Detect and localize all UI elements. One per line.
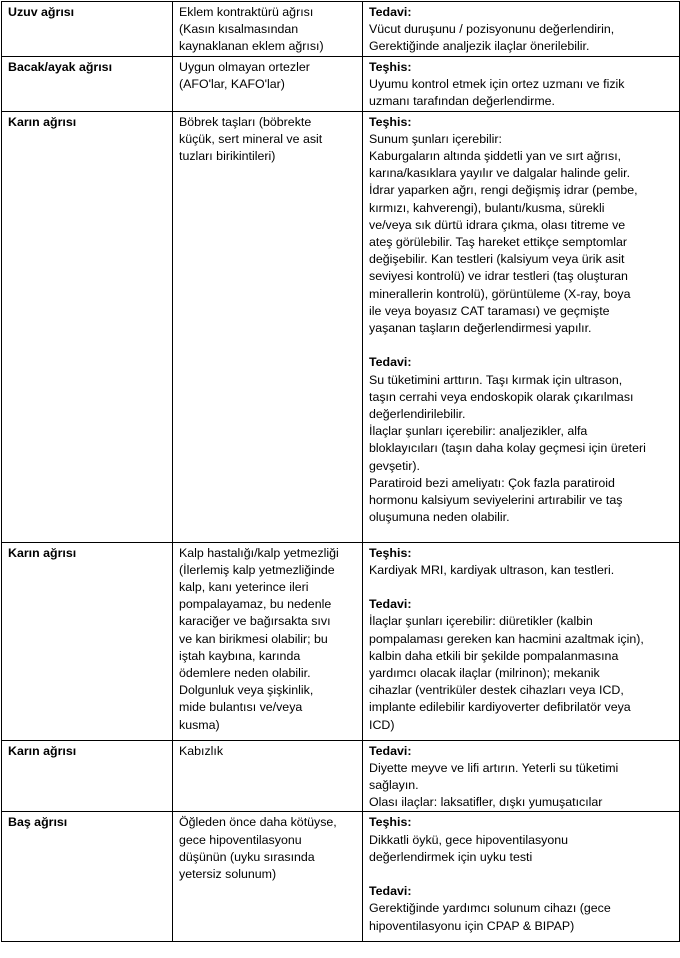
management-cell [363,542,680,740]
table-row [2,740,680,812]
management-cell [363,2,680,57]
treatment-label: Tedavi: [369,743,412,758]
symptom-cell: Karın ağrısı [2,111,173,542]
management-cell [363,111,680,542]
treatment-label: Tedavi: [369,355,412,370]
cause-text: Uygun olmayan ortezler (AFO'lar, KAFO'lar) [179,59,310,91]
management-cell [363,56,680,111]
symptom-cell: Uzuv ağrısı [2,2,173,57]
cause-cell [173,542,363,740]
diagnosis-text: Dikkatli öykü, gece hipoventilasyonu değerlendirmek için uyku testi [369,832,569,864]
table-row [2,111,680,542]
diagnosis-label: Teşhis: [369,59,412,74]
treatment-label: Tedavi: [369,5,412,19]
diagnosis-label: Teşhis: [369,545,412,560]
treatment-label: Tedavi: [369,597,412,612]
table-row [2,542,680,740]
symptom-cell: Baş ağrısı [2,812,173,942]
symptom-cell: Karın ağrısı [2,542,173,740]
diagnosis-label: Teşhis: [369,114,412,129]
cause-cell [173,740,363,812]
treatment-text: Su tüketimini arttırın. Taşı kırmak için ultrason, taşın cerrahi veya endoskopik olarak çıkarılması değerlendirilebilir. İlaçlar şunları içerebilir: analjezikler, alfa bloklayıcıları (taşın daha kolay geçmesi için üreteri gevşetir). Paratiroid bezi ameliyatı: Çok fazla paratiroid hormonu kalsiyum seviyelerini artırabilir ve taş oluşumuna neden olabilir. [369,372,646,525]
treatment-text: İlaçlar şunları içerebilir: diüretikler (kalbin pompalaması gereken kan hacmini azaltmak için), kalbin daha etkili bir şekilde pompalanmasına yardımcı olacak ilaçlar (milrinon); mekanik cihazlar (ventriküler destek cihazları veya ICD, implante edilebilir kardiyoverter defibrilatör veya ICD) [369,614,644,732]
cause-cell [173,2,363,57]
table-row [2,2,680,57]
cause-text: Kalp hastalığı/kalp yetmezliği (İlerlemiş kalp yetmezliğinde kalp, kanı yeterince ileri pompalayamaz, bu nedenle karaciğer ve bağırsakta sıvı ve kan birikmesi olabilir; bu iştah kaybına, karında ödemlere neden olabilir. Dolgunluk veya şişkinlik, mide bulantısı ve/veya kusma) [179,545,339,732]
table-row [2,56,680,111]
management-cell [363,812,680,942]
table-row [2,812,680,942]
cause-cell [173,56,363,111]
cause-text: Eklem kontraktürü ağrısı (Kasın kısalmasından kaynaklanan eklem ağrısı) [179,5,324,54]
treatment-label: Tedavi: [369,884,412,899]
cause-text: Böbrek taşları (böbrekte küçük, sert mineral ve asit tuzları birikintileri) [179,114,323,164]
diagnosis-text: Uyumu kontrol etmek için ortez uzmanı ve fizik uzmanı tarafından değerlendirme. [369,76,625,109]
diagnosis-label: Teşhis: [369,815,412,830]
diagnosis-text: Kardiyak MRI, kardiyak ultrason, kan testleri. [369,562,615,577]
treatment-text: Gerektiğinde yardımcı solunum cihazı (gece hipoventilasyonu için CPAP & BIPAP) [369,901,611,933]
cause-cell [173,111,363,542]
symptom-table [1,1,680,942]
cause-text: Kabızlık [179,743,224,758]
symptom-cell: Bacak/ayak ağrısı [2,56,173,111]
cause-cell [173,812,363,942]
cause-text: Öğleden önce daha kötüyse, gece hipoventilasyonu düşünün (uyku sırasında yetersiz solunum) [179,815,337,882]
symptom-cell: Karın ağrısı [2,740,173,812]
management-cell [363,740,680,812]
diagnosis-text: Sunum şunları içerebilir: Kaburgaların altında şiddetli yan ve sırt ağrısı, karına/kasıklara yayılır ve dalgalar halinde gelir. İdrar yaparken ağrı, rengi değişmiş idrar (pembe, kırmızı, kahverengi), bulantı/kusma, sürekli ve/veya sık dürtü idrara çıkma, olası titreme ve ateş görülebilir. Taş hareket ettikçe semptomlar değişebilir. Kan testleri (kalsiyum veya ürik asit seviyesi kontrolü) ve idrar testleri (taş oluşturan minerallerin kontrolü), görüntüleme (X-ray, boya ile veya boyasız CAT taraması) ve geçmişte yaşanan taşların değerlendirmesi yapılır. [369,131,638,336]
treatment-text: Vücut duruşunu / pozisyonunu değerlendirin, Gerektiğinde analjezik ilaçlar önerilebilir. [369,22,615,54]
treatment-text: Diyette meyve ve lifi artırın. Yeterli su tüketimi sağlayın. Olası ilaçlar: laksatifler, dışkı yumuşatıcılar [369,760,619,810]
